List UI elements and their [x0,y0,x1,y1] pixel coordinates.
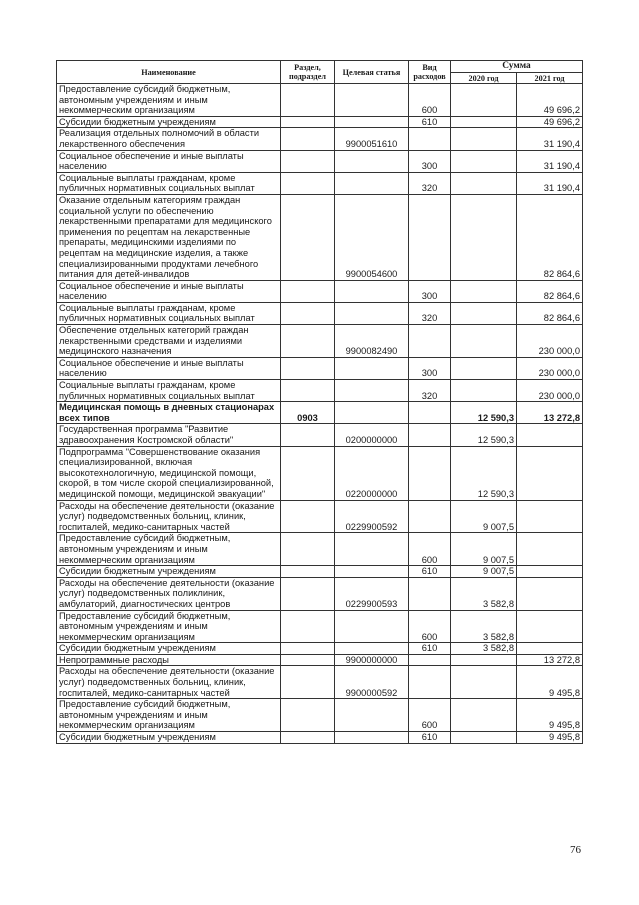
table-row [57,500,583,533]
cell-kind: 600 [409,84,451,117]
cell-name: Субсидии бюджетным учреждениям [57,732,281,744]
cell-section [281,116,335,128]
budget-table [56,60,583,744]
cell-target: 0229900593 [335,577,409,610]
cell-2020 [451,732,517,744]
cell-target [335,150,409,172]
table-row [57,566,583,578]
cell-kind: 320 [409,172,451,194]
cell-kind: 610 [409,566,451,578]
header-2020: 2020 год [451,73,517,84]
cell-2021 [517,566,583,578]
cell-section [281,566,335,578]
table-row [57,610,583,643]
cell-target [335,610,409,643]
table-row [57,357,583,379]
cell-kind: 600 [409,610,451,643]
cell-2020 [451,84,517,117]
cell-section [281,666,335,699]
cell-name: Субсидии бюджетным учреждениям [57,566,281,578]
cell-2021 [517,424,583,446]
cell-kind [409,194,451,280]
cell-target [335,380,409,402]
table-row [57,699,583,732]
cell-kind: 300 [409,150,451,172]
cell-2020 [451,280,517,302]
cell-2020: 3 582,8 [451,610,517,643]
cell-target [335,357,409,379]
cell-section [281,325,335,358]
cell-2020 [451,150,517,172]
cell-name: Предоставление субсидий бюджетным, автономным учреждениям и иным некоммерческим организациям [57,610,281,643]
cell-kind: 600 [409,699,451,732]
cell-2020: 9 007,5 [451,566,517,578]
header-kind: Вид расходов [409,61,451,84]
cell-section [281,643,335,655]
cell-2021: 9 495,8 [517,699,583,732]
cell-2021: 230 000,0 [517,357,583,379]
cell-2021: 49 696,2 [517,116,583,128]
cell-target [335,280,409,302]
cell-kind [409,654,451,666]
cell-2021: 31 190,4 [517,150,583,172]
cell-target: 9900000592 [335,666,409,699]
cell-2021: 31 190,4 [517,128,583,150]
table-row [57,194,583,280]
header-section: Раздел, подраздел [281,61,335,84]
table-row [57,533,583,566]
cell-name: Реализация отдельных полномочий в области лекарственного обеспечения [57,128,281,150]
cell-name: Непрограммные расходы [57,654,281,666]
cell-name: Государственная программа "Развитие здравоохранения Костромской области" [57,424,281,446]
table-row [57,424,583,446]
cell-2020 [451,194,517,280]
cell-target: 0229900592 [335,500,409,533]
cell-name: Социальное обеспечение и иные выплаты населению [57,280,281,302]
table-row [57,280,583,302]
table-row [57,172,583,194]
header-2021: 2021 год [517,73,583,84]
cell-kind [409,128,451,150]
cell-2021 [517,446,583,500]
cell-kind: 300 [409,357,451,379]
table-row [57,302,583,324]
cell-kind [409,325,451,358]
cell-target: 0220000000 [335,446,409,500]
cell-2021: 31 190,4 [517,172,583,194]
cell-2021: 13 272,8 [517,654,583,666]
cell-target [335,643,409,655]
cell-section [281,610,335,643]
cell-section [281,128,335,150]
cell-name: Социальное обеспечение и иные выплаты населению [57,357,281,379]
cell-section [281,533,335,566]
cell-2021 [517,610,583,643]
cell-2021 [517,643,583,655]
cell-target [335,84,409,117]
cell-name: Предоставление субсидий бюджетным, автономным учреждениям и иным некоммерческим организациям [57,533,281,566]
cell-2020: 12 590,3 [451,446,517,500]
cell-target [335,402,409,424]
cell-section [281,500,335,533]
cell-section [281,172,335,194]
cell-name: Подпрограмма "Совершенствование оказания специализированной, включая высокотехнологичную, медицинской помощи, скорой, в том числе скорой специализированной, медицинской помощи, медицинской эвакуации" [57,446,281,500]
cell-name: Оказание отдельным категориям граждан социальной услуги по обеспечению лекарственными препаратами для медицинского применения по рецептам на лекарственные препараты, медицинскими изделиями по рецептам на медицинские изделия, а также специализированными продуктами лечебного питания для детей-инвалидов [57,194,281,280]
cell-section [281,84,335,117]
table-row [57,643,583,655]
cell-kind [409,577,451,610]
cell-2021 [517,500,583,533]
cell-name: Медицинская помощь в дневных стационарах всех типов [57,402,281,424]
cell-name: Обеспечение отдельных категорий граждан лекарственными средствами и изделиями медицинского назначения [57,325,281,358]
cell-kind [409,402,451,424]
cell-kind: 300 [409,280,451,302]
table-row [57,577,583,610]
cell-2021: 9 495,8 [517,732,583,744]
cell-2021: 230 000,0 [517,325,583,358]
cell-2020 [451,699,517,732]
cell-name: Расходы на обеспечение деятельности (оказание услуг) подведомственных поликлиник, амбулаторий, диагностических центров [57,577,281,610]
cell-kind: 610 [409,732,451,744]
cell-target [335,172,409,194]
table-header [57,61,583,84]
cell-section [281,424,335,446]
cell-section [281,732,335,744]
cell-name: Социальные выплаты гражданам, кроме публичных нормативных социальных выплат [57,172,281,194]
cell-section [281,380,335,402]
cell-2021: 49 696,2 [517,84,583,117]
table-row [57,84,583,117]
cell-section [281,654,335,666]
cell-2020: 3 582,8 [451,643,517,655]
table-row [57,654,583,666]
cell-kind: 600 [409,533,451,566]
cell-target: 9900054600 [335,194,409,280]
cell-kind: 320 [409,380,451,402]
cell-2020 [451,116,517,128]
table-row [57,325,583,358]
cell-2021: 82 864,6 [517,280,583,302]
cell-name: Социальное обеспечение и иные выплаты населению [57,150,281,172]
cell-section [281,357,335,379]
cell-2020: 3 582,8 [451,577,517,610]
cell-2021: 13 272,8 [517,402,583,424]
cell-2020 [451,380,517,402]
cell-section [281,194,335,280]
table-row [57,380,583,402]
cell-name: Социальные выплаты гражданам, кроме публичных нормативных социальных выплат [57,380,281,402]
cell-kind [409,666,451,699]
cell-2020 [451,654,517,666]
cell-2020 [451,172,517,194]
cell-target: 0200000000 [335,424,409,446]
cell-2020: 9 007,5 [451,533,517,566]
cell-2020 [451,302,517,324]
cell-section [281,280,335,302]
table-body [57,84,583,744]
cell-kind [409,500,451,533]
header-sum: Сумма [451,61,583,73]
cell-name: Расходы на обеспечение деятельности (оказание услуг) подведомственных больниц, клиник, госпиталей, медико-санитарных частей [57,500,281,533]
cell-section [281,446,335,500]
cell-target: 9900000000 [335,654,409,666]
cell-target [335,533,409,566]
page-number: 76 [570,844,581,856]
cell-2021: 82 864,6 [517,302,583,324]
cell-name: Предоставление субсидий бюджетным, автономным учреждениям и иным некоммерческим организациям [57,84,281,117]
cell-2020: 9 007,5 [451,500,517,533]
cell-section: 0903 [281,402,335,424]
cell-target: 9900082490 [335,325,409,358]
cell-target [335,302,409,324]
cell-2020: 12 590,3 [451,402,517,424]
cell-2020 [451,128,517,150]
table-row [57,116,583,128]
cell-section [281,699,335,732]
cell-kind: 610 [409,116,451,128]
cell-kind: 610 [409,643,451,655]
cell-target [335,699,409,732]
cell-name: Социальные выплаты гражданам, кроме публичных нормативных социальных выплат [57,302,281,324]
cell-2021: 9 495,8 [517,666,583,699]
table-row [57,402,583,424]
cell-target: 9900051610 [335,128,409,150]
cell-2021 [517,533,583,566]
cell-2021: 230 000,0 [517,380,583,402]
table-row [57,446,583,500]
table-row [57,128,583,150]
cell-2020 [451,666,517,699]
cell-kind [409,424,451,446]
table-row [57,666,583,699]
cell-section [281,302,335,324]
cell-2020 [451,325,517,358]
header-target: Целевая статья [335,61,409,84]
cell-name: Предоставление субсидий бюджетным, автономным учреждениям и иным некоммерческим организациям [57,699,281,732]
cell-2021: 82 864,6 [517,194,583,280]
cell-section [281,150,335,172]
header-name: Наименование [57,61,281,84]
cell-target [335,116,409,128]
cell-kind: 320 [409,302,451,324]
cell-target [335,732,409,744]
cell-2021 [517,577,583,610]
cell-section [281,577,335,610]
table-row [57,150,583,172]
cell-2020 [451,357,517,379]
cell-target [335,566,409,578]
table-row [57,732,583,744]
cell-name: Субсидии бюджетным учреждениям [57,643,281,655]
cell-name: Расходы на обеспечение деятельности (оказание услуг) подведомственных больниц, клиник, госпиталей, медико-санитарных частей [57,666,281,699]
cell-name: Субсидии бюджетным учреждениям [57,116,281,128]
cell-2020: 12 590,3 [451,424,517,446]
cell-kind [409,446,451,500]
